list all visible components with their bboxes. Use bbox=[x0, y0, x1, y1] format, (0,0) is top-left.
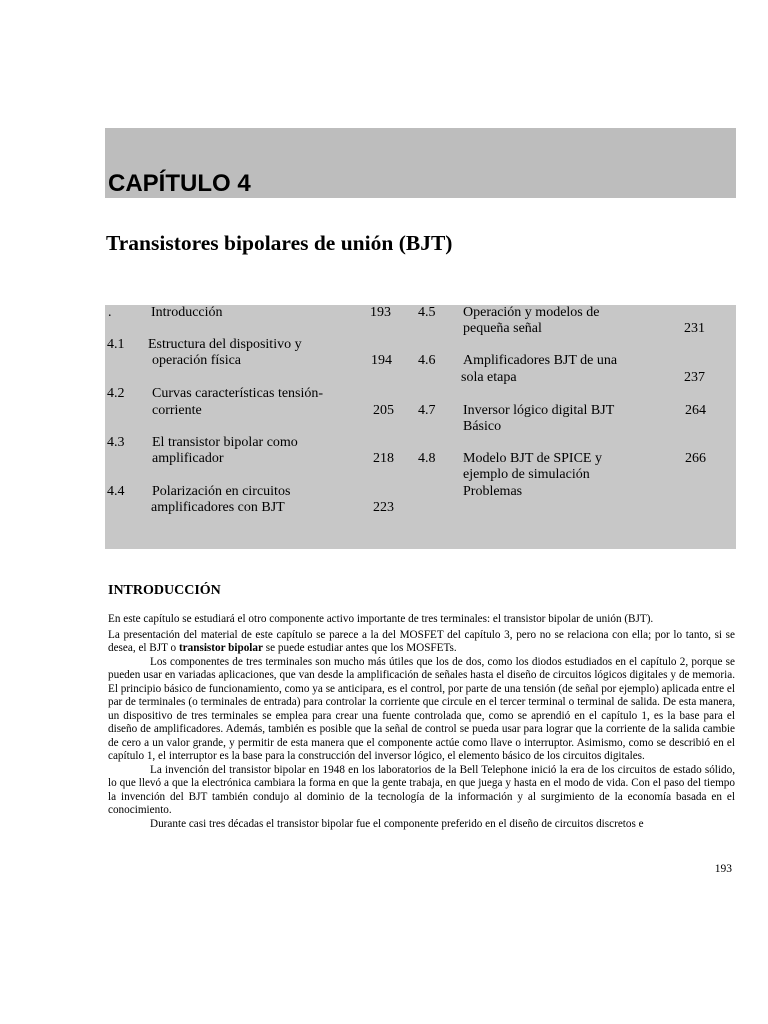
paragraph: Durante casi tres décadas el transistor bipolar fue el componente preferido en el diseño de circuitos discretos e bbox=[150, 817, 644, 830]
chapter-label: CAPÍTULO 4 bbox=[108, 170, 251, 197]
toc-entry: corriente bbox=[152, 403, 202, 418]
emphasis: transistor bipolar bbox=[178, 642, 263, 654]
table-of-contents bbox=[105, 305, 736, 549]
toc-entry: Amplificadores BJT de una bbox=[463, 353, 618, 368]
toc-entry: ejemplo de simulación bbox=[463, 467, 590, 482]
toc-entry: amplificadores con BJT bbox=[151, 500, 285, 515]
toc-number: 4.1 bbox=[107, 337, 125, 352]
toc-entry: Curvas características tensión- bbox=[152, 386, 324, 401]
paragraph: Los componentes de tres terminales son mucho más útiles que los de dos, como los diodos estudiados en el capítulo 2, porque se pueden usar en variadas aplicaciones, que van desde la amplificación de señales hasta el diseño de circuitos lógicos digitales y de memoria. El principio básico de funcionamiento, como ya se anticipara, es el control, por parte de una tensión (de señal por ejemplo) aplicada entre el par de terminales (o terminales de entrada) para controlar la corriente que circule en el tercer terminal o terminal de salida. De esta manera, un dispositivo de tres terminales se emplea para crear una fuente controlada que, como se aprendió en el capítulo 1, es la base para el diseño de amplificadores. Además, también es posible que la señal de control se pueda usar para lograr que la corriente de la salida cambie de cero a un valor grande, y permitir de esta manera que el componente actúe como llave o interruptor. Asimismo, como se describió en el capítulo 1, el interruptor es la base para la construcción del inversor lógico, el elemento básico de los circuitos digitales. bbox=[108, 655, 735, 762]
toc-page: 264 bbox=[685, 403, 706, 418]
toc-page: 205 bbox=[373, 403, 394, 418]
toc-page: 231 bbox=[684, 321, 705, 336]
toc-page: 266 bbox=[685, 451, 706, 466]
toc-number: . bbox=[108, 305, 112, 320]
toc-page: 193 bbox=[370, 305, 391, 320]
paragraph: La invención del transistor bipolar en 1948 en los laboratorios de la Bell Telephone inició la era de los circuitos de estado sólido, lo que llevó a que la electrónica cambiara la forma en que la gente trabaja, en que juega y hasta en el modo de vida. Con el paso del tiempo la invención del BJT también condujo al dominio de la tecnología de la información y al surgimiento de la economía basada en el conocimiento. bbox=[108, 763, 735, 816]
toc-entry: pequeña señal bbox=[463, 321, 542, 336]
section-heading: INTRODUCCIÓN bbox=[108, 583, 221, 598]
paragraph: La presentación del material de este capítulo se parece a la del MOSFET del capítulo 3, pero no se relaciona con ella; por lo tanto, si se desea, el BJT o transistor bipolar se puede estudiar antes que los MOSFETs. bbox=[108, 628, 735, 654]
toc-entry: Operación y modelos de bbox=[463, 305, 600, 320]
body-text bbox=[108, 613, 735, 831]
toc-entry: sola etapa bbox=[461, 370, 517, 385]
chapter-title: Transistores bipolares de unión (BJT) bbox=[106, 231, 453, 255]
toc-number: 4.4 bbox=[107, 484, 125, 499]
toc-entry: Polarización en circuitos bbox=[152, 484, 291, 499]
toc-number: 4.2 bbox=[107, 386, 125, 401]
toc-entry: amplificador bbox=[152, 451, 224, 466]
toc-page: 194 bbox=[371, 353, 392, 368]
toc-number: 4.7 bbox=[418, 403, 436, 418]
toc-entry: Básico bbox=[463, 419, 502, 434]
toc-entry: Estructura del dispositivo y bbox=[148, 337, 302, 352]
toc-number: 4.3 bbox=[107, 435, 125, 450]
toc-page: 223 bbox=[373, 500, 394, 515]
paragraph: En este capítulo se estudiará el otro componente activo importante de tres terminales: el transistor bipolar de unión (BJT). bbox=[108, 613, 654, 625]
toc-entry: Modelo BJT de SPICE y bbox=[463, 451, 602, 466]
toc-page: 237 bbox=[684, 370, 705, 385]
toc-entry: Introducción bbox=[151, 305, 223, 320]
toc-number: 4.6 bbox=[418, 353, 436, 368]
toc-number: 4.8 bbox=[418, 451, 436, 466]
toc-page: 218 bbox=[373, 451, 394, 466]
toc-number: 4.5 bbox=[418, 305, 436, 320]
toc-entry: Inversor lógico digital BJT bbox=[463, 403, 615, 418]
toc-entry: El transistor bipolar como bbox=[152, 435, 298, 450]
toc-entry: operación física bbox=[152, 353, 242, 368]
page-number: 193 bbox=[714, 863, 732, 875]
toc-entry: Problemas bbox=[463, 484, 523, 499]
